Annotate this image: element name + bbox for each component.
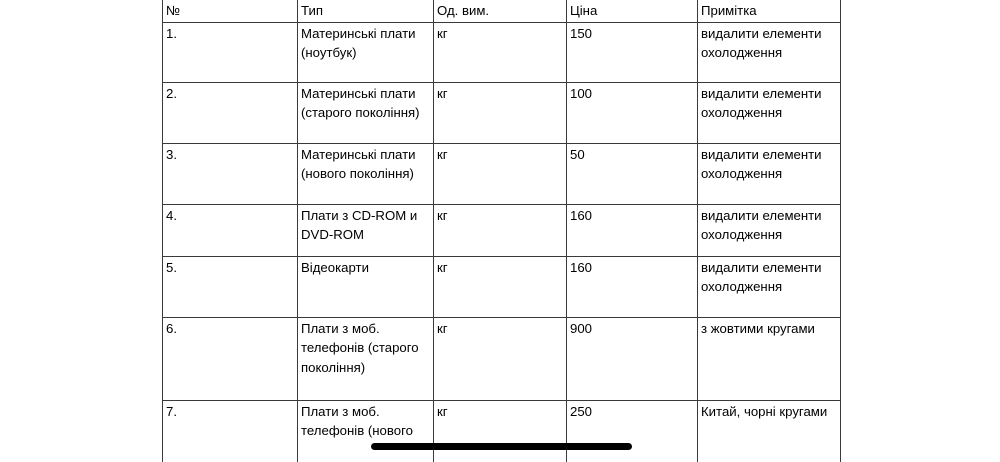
cell-note: видалити елементи охолодження [698,82,841,143]
column-header-num: № [163,0,298,22]
cell-num: 3. [163,143,298,204]
cell-unit: кг [434,256,567,317]
cell-unit: кг [434,22,567,82]
cell-note: видалити елементи охолодження [698,256,841,317]
cell-unit: кг [434,143,567,204]
cell-unit: кг [434,317,567,400]
price-list-table [162,0,841,462]
table-row [163,143,841,204]
cell-num: 5. [163,256,298,317]
cell-unit: кг [434,82,567,143]
cell-price: 900 [567,317,698,400]
cell-type: Плати з моб. телефонів (старого покоління) [298,317,434,400]
table-header-row [163,0,841,22]
column-header-price: Ціна [567,0,698,22]
cell-num: 6. [163,317,298,400]
cell-type: Материнські плати (старого покоління) [298,82,434,143]
cell-num: 1. [163,22,298,82]
cell-price: 50 [567,143,698,204]
table-row [163,400,841,462]
cell-price: 250 [567,400,698,462]
cell-unit: кг [434,204,567,256]
cell-type: Материнські плати (ноутбук) [298,22,434,82]
cell-price: 150 [567,22,698,82]
cell-note: з жовтими кругами [698,317,841,400]
cell-note: видалити елементи охолодження [698,204,841,256]
cell-num: 2. [163,82,298,143]
cell-price: 100 [567,82,698,143]
cell-unit: кг [434,400,567,462]
table-row [163,22,841,82]
cell-price: 160 [567,256,698,317]
column-header-unit: Од. вим. [434,0,567,22]
cell-note: видалити елементи охолодження [698,22,841,82]
column-header-type: Тип [298,0,434,22]
cell-num: 4. [163,204,298,256]
table-row [163,204,841,256]
cell-num: 7. [163,400,298,462]
cell-type: Материнські плати (нового покоління) [298,143,434,204]
cell-note: видалити елементи охолодження [698,143,841,204]
redaction-bar [371,443,632,450]
table-viewport [162,0,841,462]
cell-type: Відеокарти [298,256,434,317]
table-row [163,317,841,400]
column-header-note: Примітка [698,0,841,22]
cell-price: 160 [567,204,698,256]
cell-type: Плати з моб. телефонів (нового [298,400,434,462]
table-row [163,256,841,317]
table-row [163,82,841,143]
cell-note: Китай, чорні кругами [698,400,841,462]
cell-type: Плати з CD-ROM и DVD-ROM [298,204,434,256]
